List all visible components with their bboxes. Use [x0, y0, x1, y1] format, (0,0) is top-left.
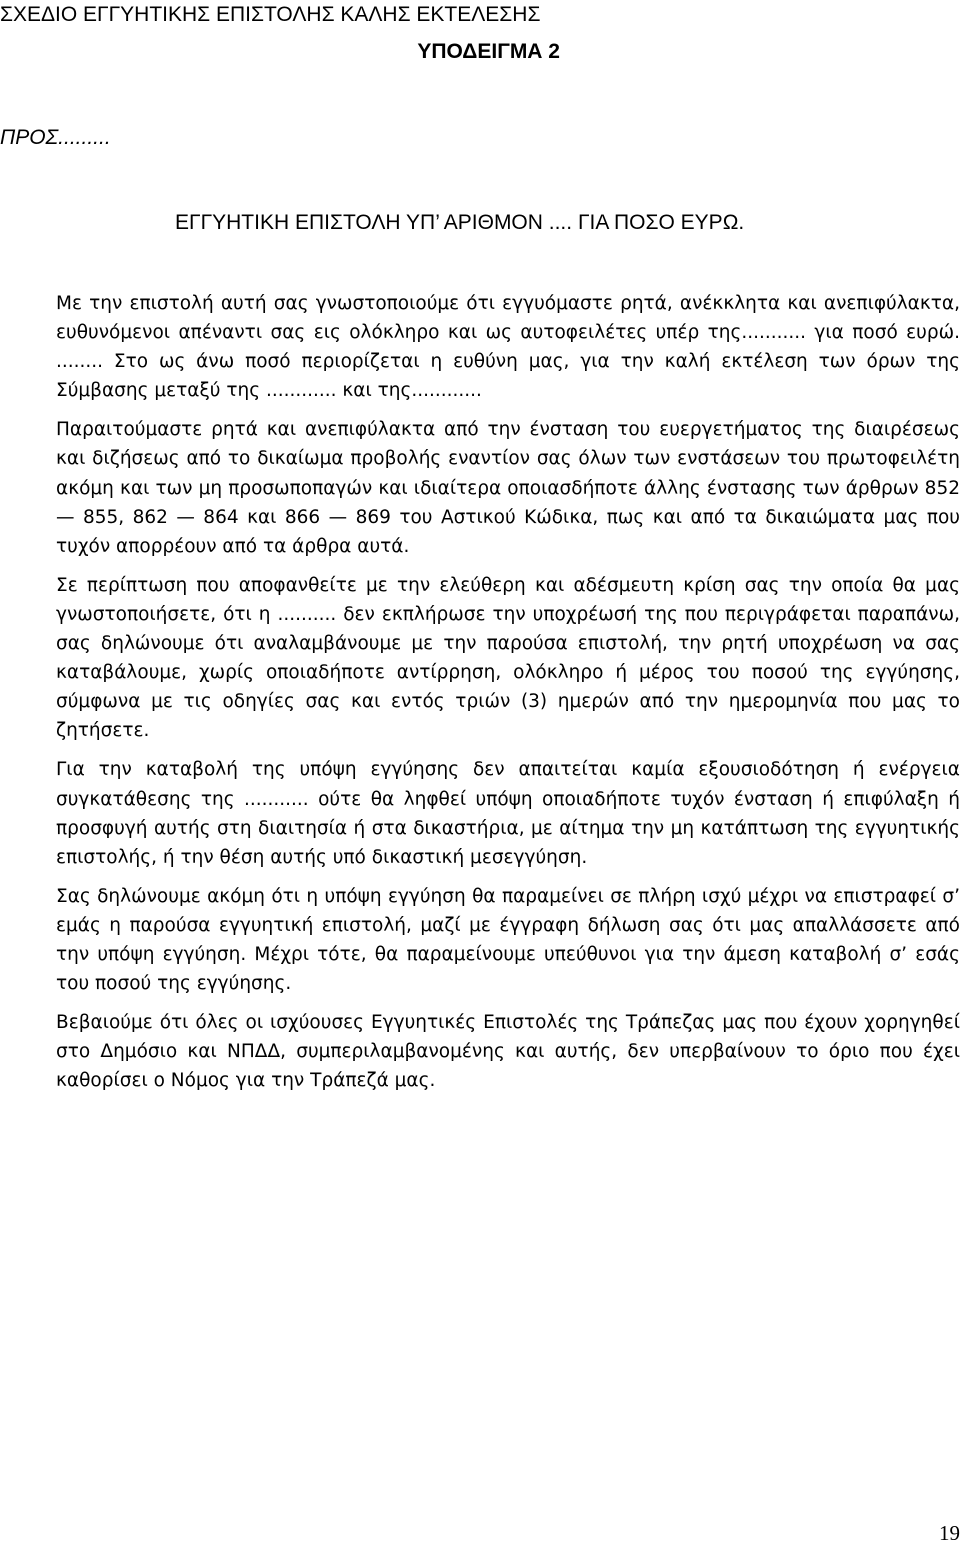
sample-label: ΥΠΟΔΕΙΓΜΑ 2	[417, 40, 560, 63]
paragraph-waiver: Παραιτούμαστε ρητά και ανεπιφύλακτα από την ένσταση του ευεργετήματος της διαιρέσεως και διζήσεως από το δικαίωμα προβολής εναντίον σας όλων των ενστάσεων του πρωτοφειλέτη ακόμη και των μη προσωποπαγών και ιδιαίτερα οποιασδήποτε άλλης ένστασης των άρθρων 852 — 855, 862 — 864 και 866 — 869 του Αστικού Κώδικα, πως και από τα δικαιώματα μας που τυχόν απορρέουν από τα άρθρα αυτά.	[56, 419, 960, 557]
paragraph-limit: Βεβαιούμε ότι όλες οι ισχύουσες Εγγυητικές Επιστολές της Τράπεζας μας που έχουν χορηγηθεί στο Δημόσιο και ΝΠΔΔ, συμπεριλαμβανομένης και αυτής, δεν υπερβαίνουν το όριο που έχει καθορίσει ο Νόμος για την Τράπεζά μας.	[56, 1012, 960, 1092]
paragraph-validity: Σας δηλώνουμε ακόμη ότι η υπόψη εγγύηση θα παραμείνει σε πλήρη ισχύ μέχρι να επιστραφεί σ’ εμάς η παρούσα εγγυητική επιστολή, μαζί με έγγραφη δήλωση σας ότι μας απαλλάσσετε από την υπόψη εγγύηση. Μέχρι τότε, θα παραμείνουμε υπεύθυνοι για την άμεση καταβολή σ’ εσάς του ποσού της εγγύησης.	[56, 885, 960, 995]
paragraph-payment-obligation: Σε περίπτωση που αποφανθείτε με την ελεύθερη και αδέσμευτη κρίση σας την οποία θα μας γνωστοποιήσετε, ότι η .......... δεν εκπλήρωσε την υποχρέωσή της που περιγράφεται παραπάνω, σας δηλώνουμε ότι αναλαμβάνουμε με την παρούσα επιστολή, την ρητή υποχρέωση να σας καταβάλουμε, χωρίς οποιαδήποτε αντίρρηση, ολόκληρο ή μέρος του ποσού της εγγύησης, σύμφωνα με τις οδηγίες σας και εντός τριών (3) ημερών από την ημερομηνία που μας το ζητήσετε.	[56, 574, 960, 742]
document-title: ΣΧΕΔΙΟ ΕΓΓΥΗΤΙΚΗΣ ΕΠΙΣΤΟΛΗΣ ΚΑΛΗΣ ΕΚΤΕΛΕΣΗΣ	[0, 3, 541, 26]
paragraph-guarantee: Με την επιστολή αυτή σας γνωστοποιούμε ότι εγγυόμαστε ρητά, ανέκκλητα και ανεπιφύλακτα, ευθυνόμενοι απέναντι σας εις ολόκληρο και ως αυτοφειλέτες υπέρ της........... για ποσό ευρώ. ........ Στο ως άνω ποσό περιορίζεται η ευθύνη μας, για την καλή εκτέλεση των όρων της Σύμβασης μεταξύ της ............ και της............	[56, 293, 960, 402]
recipient-line: ΠΡΟΣ.........	[0, 126, 111, 149]
page-number: 19	[939, 1521, 960, 1545]
letter-heading: ΕΓΓΥΗΤΙΚΗ ΕΠΙΣΤΟΛΗ ΥΠ’ ΑΡΙΘΜΟΝ .... ΓΙΑ ΠΟΣΟ ΕΥΡΩ.	[175, 211, 745, 234]
paragraph-no-consent: Για την καταβολή της υπόψη εγγύησης δεν απαιτείται καμία εξουσιοδότηση ή ενέργεια συγκατάθεσης της ........... ούτε θα ληφθεί υπόψη οποιαδήποτε τυχόν ένσταση ή επιφύλαξη ή προσφυγή αυτής στη διαιτησία ή στα δικαστήρια, με αίτημα την μη κατάπτωση της εγγυητικής επιστολής, ή την θέση αυτής υπό δικαστική μεσεγγύηση.	[56, 759, 960, 868]
letter-body	[56, 289, 960, 1105]
